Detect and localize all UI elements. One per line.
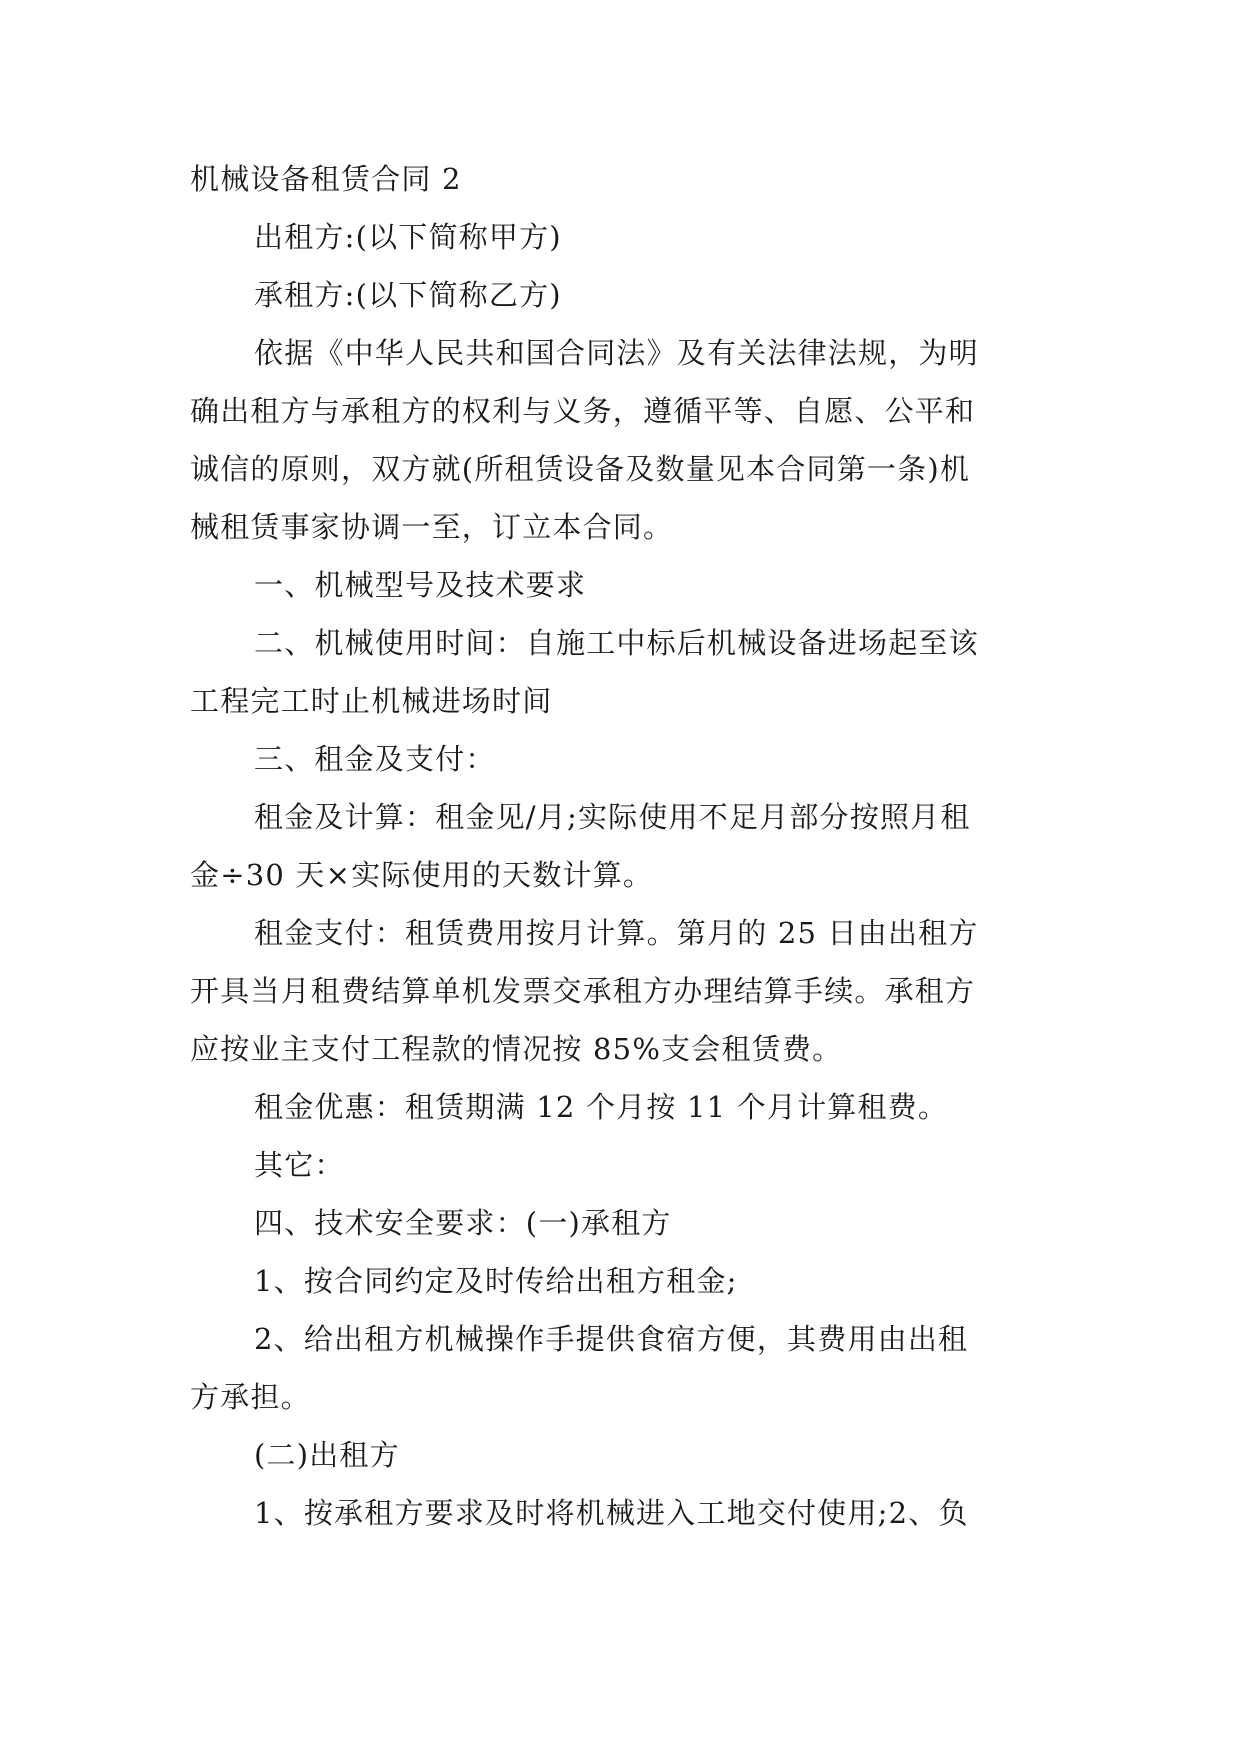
lessor-line: 出租方:(以下简称甲方) [254,220,562,254]
section-2-line-2: 工程完工时止机械进场时间 [190,684,553,718]
preamble-line-4: 械租赁事家协调一至，订立本合同。 [190,510,674,544]
section-1-heading: 一、机械型号及技术要求 [254,568,587,602]
section-4-heading: 四、技术安全要求：(一)承租方 [254,1206,672,1240]
rent-payment-line-2: 开具当月租费结算单机发票交承租方办理结算手续。承租方 [190,974,976,1008]
rent-calc-line-1: 租金及计算：租金见/月;实际使用不足月部分按照月租 [254,800,971,834]
section-3-heading: 三、租金及支付： [254,742,496,776]
document-title: 机械设备租赁合同 2 [190,162,462,196]
rent-payment-line-3: 应按业主支付工程款的情况按 85%支会租赁费。 [190,1032,843,1066]
preamble-line-3: 诚信的原则，双方就(所租赁设备及数量见本合同第一条)机 [190,452,971,486]
rent-discount-line: 租金优惠：租赁期满 12 个月按 11 个月计算租费。 [254,1090,949,1124]
lessee-duty-2-line-2: 方承担。 [190,1380,311,1414]
lessor-duty-1: 1、按承租方要求及时将机械进入工地交付使用;2、负 [254,1496,969,1530]
lessee-line: 承租方:(以下简称乙方) [254,278,562,312]
lessor-subheading: (二)出租方 [254,1438,400,1472]
preamble-line-2: 确出租方与承租方的权利与义务，遵循平等、自愿、公平和 [190,394,976,428]
lessee-duty-2-line-1: 2、给出租方机械操作手提供食宿方便，其费用由出租 [254,1322,969,1356]
other-line: 其它： [254,1148,345,1182]
rent-payment-line-1: 租金支付：租赁费用按月计算。第月的 25 日由出租方 [254,916,979,950]
section-2-line-1: 二、机械使用时间：自施工中标后机械设备进场起至该 [254,626,979,660]
document-body [190,150,1050,1542]
preamble-line-1: 依据《中华人民共和国合同法》及有关法律法规，为明 [254,336,979,370]
rent-calc-line-2: 金÷30 天×实际使用的天数计算。 [190,858,654,892]
lessee-duty-1: 1、按合同约定及时传给出租方租金; [254,1264,738,1298]
